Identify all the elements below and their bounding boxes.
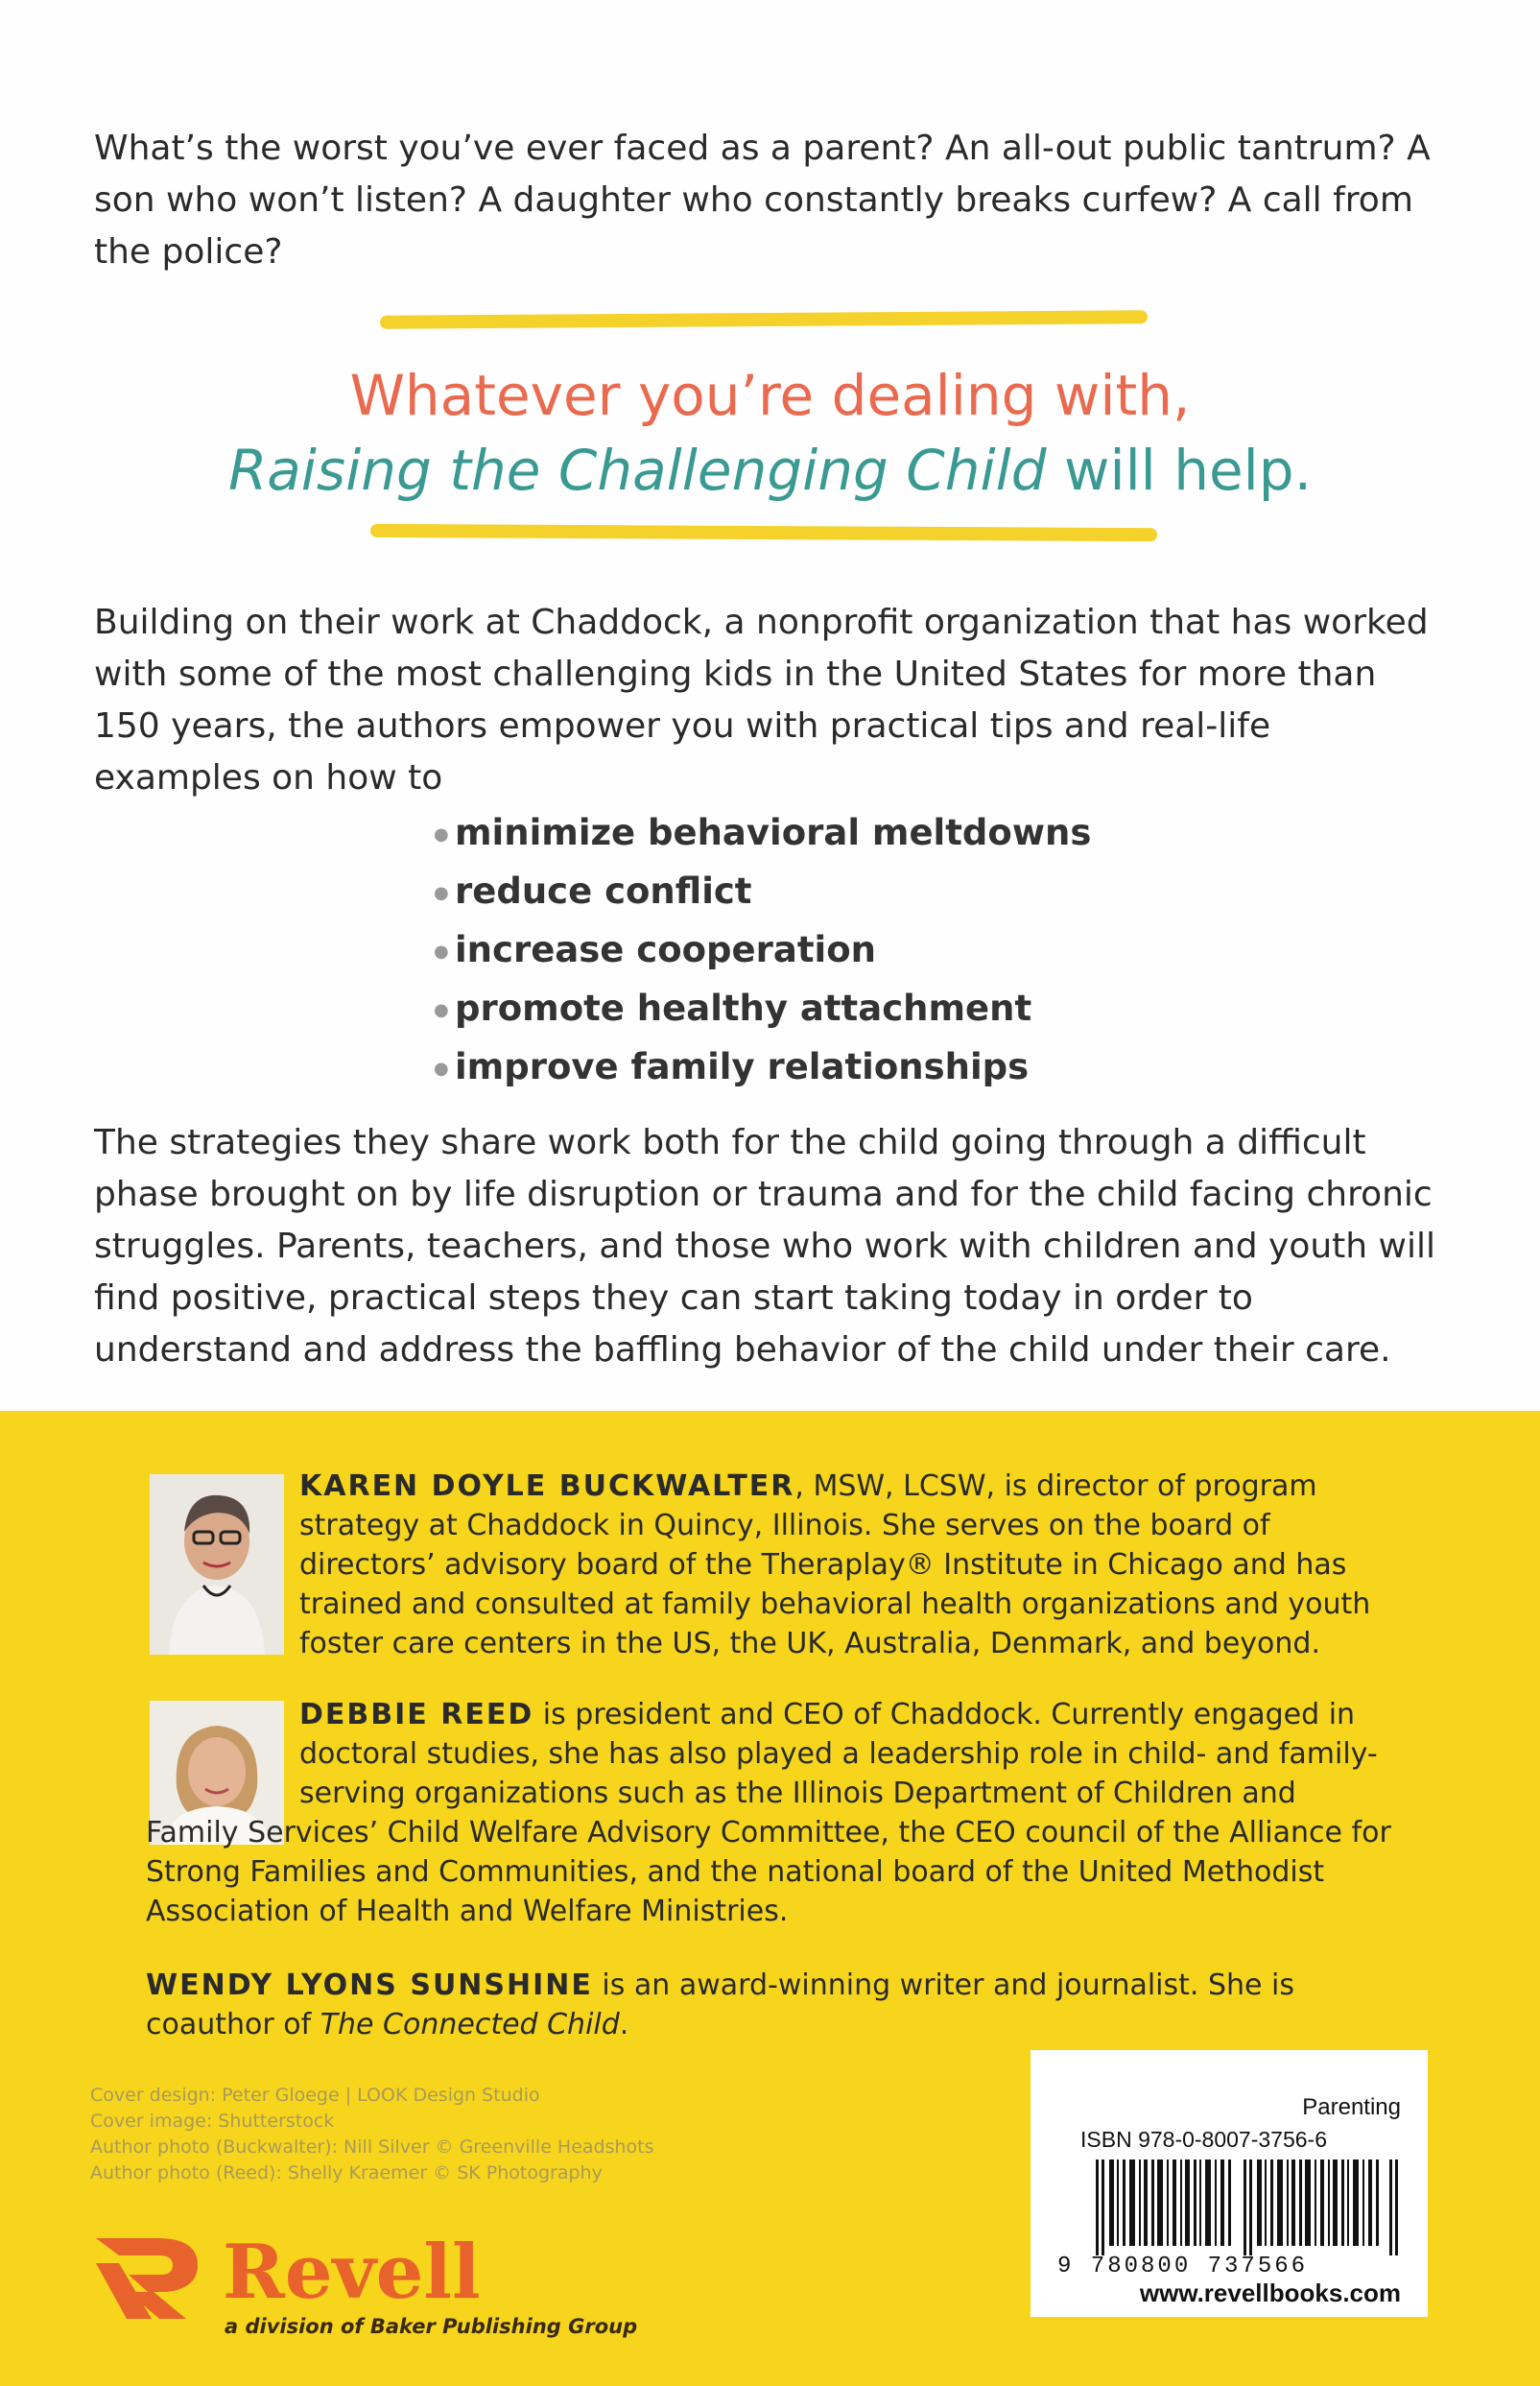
intro-paragraph: What’s the worst you’ve ever faced as a parent? An all-out public tantrum? A son who won’t listen? A daughter who constantly breaks curfew? A call from the police? [94, 129, 1431, 272]
bullet-icon: ● [434, 824, 449, 845]
list-item: ● improve family relationships [434, 1038, 1091, 1097]
connected-child-title: The Connected Child [320, 2008, 620, 2041]
bullet-icon: ● [434, 942, 449, 962]
highlight-stroke-bottom [370, 524, 1157, 541]
revell-r-icon [90, 2234, 215, 2321]
barcode-digits: 9 780800 737566 [1057, 2254, 1309, 2279]
strategies-paragraph: The strategies they share work both for the child going through a difficult phase brought on by life disruption or trauma and for the child facing chronic struggles. Parents, teachers, and those who work with children and youth will find positive, practical steps they can start taking today in order to understand and address the baffling behavior of the child under their care. [94, 1123, 1436, 1370]
headline-line-2-rest: will help. [1046, 438, 1313, 503]
list-item: ● minimize behavioral meltdowns [434, 804, 1091, 863]
author-name: KAREN DOYLE BUCKWALTER [299, 1469, 795, 1503]
benefits-list [434, 804, 1091, 1097]
author-name: WENDY LYONS SUNSHINE [146, 1968, 593, 2002]
headline-line-2 [0, 432, 1540, 509]
category-label: Parenting [1302, 2094, 1401, 2120]
publisher-name: Revell [223, 2229, 481, 2316]
highlight-stroke-top [380, 310, 1148, 329]
headline-line-1: Whatever you’re dealing with, [349, 363, 1191, 428]
bullet-icon: ● [434, 1059, 449, 1079]
bio-reed-continued: Family Services’ Child Welfare Advisory Committee, the CEO council of the Alliance for Strong Families and Communities, and the national board of the United Methodist Association of Health and Welfare Ministries. [146, 1816, 1391, 1928]
website-url: www.revellbooks.com [1139, 2279, 1401, 2307]
credit-line: Cover design: Peter Gloege | LOOK Design Studio [90, 2085, 540, 2106]
author-photo-buckwalter [150, 1474, 284, 1655]
credit-line: Cover image: Shutterstock [90, 2111, 335, 2132]
author-name: DEBBIE REED [299, 1698, 534, 1731]
bullet-icon: ● [434, 1000, 449, 1020]
list-item: ● increase cooperation [434, 921, 1091, 980]
credit-line: Author photo (Reed): Shelly Kraemer © SK Photography [90, 2162, 603, 2183]
list-item: ● reduce conflict [434, 863, 1091, 921]
bio-sunshine: WENDY LYONS SUNSHINE is an award-winning writer and journalist. She is coauthor of The Connected Child. [146, 1968, 1294, 2041]
bullet-icon: ● [434, 883, 449, 903]
isbn-text: ISBN 978-0-8007-3756-6 [1080, 2127, 1327, 2152]
list-item: ● promote healthy attachment [434, 980, 1091, 1038]
book-title: Raising the Challenging Child [227, 438, 1047, 503]
barcode-box [1031, 2050, 1428, 2317]
description-paragraph: Building on their work at Chaddock, a nonprofit organization that has worked with some of the most challenging kids in the United States for more than 150 years, the authors empower you with practical tips and real-life examples on how to [94, 603, 1429, 798]
cover-credits [90, 2083, 654, 2186]
barcode-icon [1096, 2159, 1405, 2255]
publisher-tagline: a division of Baker Publishing Group [225, 2315, 638, 2338]
bio-buckwalter: KAREN DOYLE BUCKWALTER, MSW, LCSW, is director of program strategy at Chaddock in Quincy, Illinois. She serves on the board of directors’ advisory board of the Theraplay® Institute in Chicago and has trained and consulted at family behavioral health organizations and youth foster care centers in the US, the UK, Australia, Denmark, and beyond. [299, 1469, 1371, 1660]
bio-reed: DEBBIE REED is president and CEO of Chaddock. Currently engaged in doctoral studies, she has also played a leadership role in child- and family-serving organizations such as the Illinois Department of Children and [299, 1698, 1378, 1810]
credit-line: Author photo (Buckwalter): Nill Silver © Greenville Headshots [90, 2136, 654, 2158]
